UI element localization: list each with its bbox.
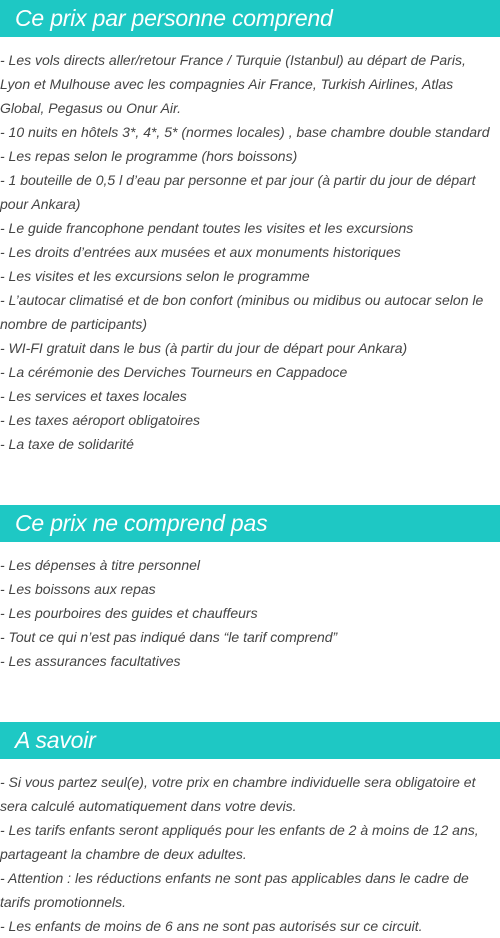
list-item: - Les pourboires des guides et chauffeurs [0, 605, 258, 621]
info-list [0, 770, 500, 938]
list-item: - Les tarifs enfants seront appliqués pour les enfants de 2 à moins de 12 ans, partageant la chambre de deux adultes. [0, 822, 479, 862]
section-includes-header [0, 0, 500, 37]
section-title: Ce prix ne comprend pas [15, 510, 268, 536]
list-item: - Les assurances facultatives [0, 653, 181, 669]
list-item: - Si vous partez seul(e), votre prix en chambre individuelle sera obligatoire et sera calculé automatiquement dans votre devis. [0, 774, 476, 814]
list-item: - Les repas selon le programme (hors boissons) [0, 148, 298, 164]
list-item: - 1 bouteille de 0,5 l d’eau par personne et par jour (à partir du jour de départ pour Ankara) [0, 172, 476, 212]
list-item: - L’autocar climatisé et de bon confort (minibus ou midibus ou autocar selon le nombre de participants) [0, 292, 484, 332]
list-item: - WI-FI gratuit dans le bus (à partir du jour de départ pour Ankara) [0, 340, 408, 356]
list-item: - 10 nuits en hôtels 3*, 4*, 5* (normes locales) , base chambre double standard [0, 124, 490, 140]
includes-list [0, 48, 500, 456]
list-item: - Les services et taxes locales [0, 388, 187, 404]
section-excludes-header [0, 505, 500, 542]
list-item: - La cérémonie des Derviches Tourneurs en Cappadoce [0, 364, 348, 380]
list-item: - Les droits d’entrées aux musées et aux monuments historiques [0, 244, 401, 260]
list-item: - Tout ce qui n’est pas indiqué dans “le tarif comprend” [0, 629, 338, 645]
list-item: - La taxe de solidarité [0, 436, 134, 452]
list-item: - Les enfants de moins de 6 ans ne sont pas autorisés sur ce circuit. [0, 918, 423, 934]
section-title: Ce prix par personne comprend [15, 5, 333, 31]
list-item: - Attention : les réductions enfants ne sont pas applicables dans le cadre de tarifs promotionnels. [0, 870, 469, 910]
list-item: - Les boissons aux repas [0, 581, 156, 597]
list-item: - Les vols directs aller/retour France / Turquie (Istanbul) au départ de Paris, Lyon et Mulhouse avec les compagnies Air France, Turkish Airlines, Atlas Global, Pegasus ou Onur Air. [0, 52, 466, 116]
list-item: - Le guide francophone pendant toutes les visites et les excursions [0, 220, 414, 236]
section-title: A savoir [15, 727, 96, 753]
excludes-list [0, 553, 500, 673]
section-info-header [0, 722, 500, 759]
list-item: - Les dépenses à titre personnel [0, 557, 201, 573]
list-item: - Les taxes aéroport obligatoires [0, 412, 200, 428]
list-item: - Les visites et les excursions selon le programme [0, 268, 310, 284]
